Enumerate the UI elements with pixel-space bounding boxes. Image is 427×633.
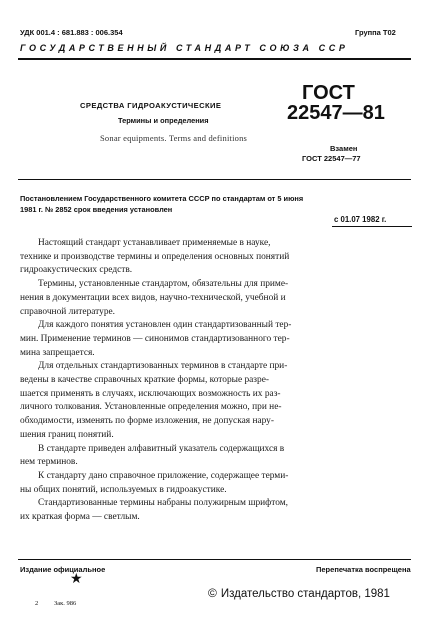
- star-icon: ★: [70, 572, 83, 587]
- body-line: обходимости, изменять по форме изложения, не допуская нару-: [20, 416, 274, 427]
- body-line: мина запрещается.: [20, 347, 95, 358]
- body-line: К стандарту дано справочное приложение, содержащее терми-: [38, 470, 289, 481]
- body-line: ведены в качестве справочных краткие формы, которые разре-: [20, 375, 269, 385]
- body-line: шения границ понятий.: [20, 429, 114, 440]
- replaces-label: Взамен: [330, 144, 358, 153]
- official-edition-label: Издание официальное: [20, 565, 106, 574]
- body-line: гидроакустических средств.: [20, 265, 133, 276]
- body-line: нем терминов.: [20, 457, 78, 468]
- udk-code: УДК 001.4 : 681.883 : 006.354: [20, 28, 123, 37]
- body-line: шается применять в случаях, исключающих возможность их раз-: [20, 388, 281, 399]
- publisher-name: Издательство стандартов, 1981: [220, 588, 390, 600]
- gost-number: 22547—81: [287, 102, 385, 124]
- body-line: Настоящий стандарт устанавливает применяемые в науке,: [38, 238, 271, 248]
- body-line: личного толкования. Установленные определения можно, при не-: [20, 402, 282, 413]
- body-line: справочной литературе.: [20, 306, 116, 317]
- publisher-line: [208, 586, 390, 600]
- reprint-prohibited-label: Перепечатка воспрещена: [316, 565, 411, 574]
- replaces-number: ГОСТ 22547—77: [302, 154, 361, 163]
- decree-line-1: Постановлением Государственного комитета СССР по стандартам от 5 июня: [20, 194, 304, 203]
- body-line: ны общих понятий, используемых в гидроакустике.: [20, 484, 227, 495]
- body-line: Для отдельных стандартизованных терминов в стандарте при-: [38, 361, 288, 372]
- document-title: СРЕДСТВА ГИДРОАКУСТИЧЕСКИЕ: [80, 101, 222, 110]
- page-number: 2: [35, 600, 39, 607]
- gost-label: ГОСТ: [302, 82, 355, 104]
- document-title-english: Sonar equipments. Terms and definitions: [100, 133, 248, 143]
- body-line: технике и производстве термины и определения основных понятий: [20, 251, 290, 262]
- effective-date-underline: [332, 226, 412, 227]
- group-code: Группа Т02: [355, 28, 396, 37]
- body-line: их краткая форма — светлым.: [20, 512, 140, 522]
- body-line: Для каждого понятия установлен один стандартизованный тер-: [38, 320, 292, 331]
- effective-date: с 01.07 1982 г.: [334, 215, 387, 224]
- middle-rule: [18, 179, 411, 180]
- decree-line-2: 1981 г. № 2852 срок введения установлен: [20, 205, 173, 214]
- top-rule: [18, 58, 411, 60]
- body-line: Стандартизованные термины набраны полужирным шрифтом,: [38, 498, 288, 509]
- document-subtitle: Термины и определения: [118, 116, 209, 125]
- state-standard-banner: ГОСУДАРСТВЕННЫЙ СТАНДАРТ СОЮЗА ССР: [20, 43, 349, 53]
- body-line: В стандарте приведен алфавитный указатель содержащихся в: [38, 443, 285, 454]
- body-line: нения в документации всех видов, научно-технической, учебной и: [20, 292, 286, 303]
- bottom-rule: [18, 559, 411, 560]
- body-line: Термины, установленные стандартом, обязательны для приме-: [38, 279, 289, 290]
- order-number: Зак. 986: [54, 600, 77, 607]
- body-line: мин. Применение терминов — синонимов стандартизованного тер-: [20, 333, 290, 344]
- copyright-icon: ©: [208, 586, 217, 600]
